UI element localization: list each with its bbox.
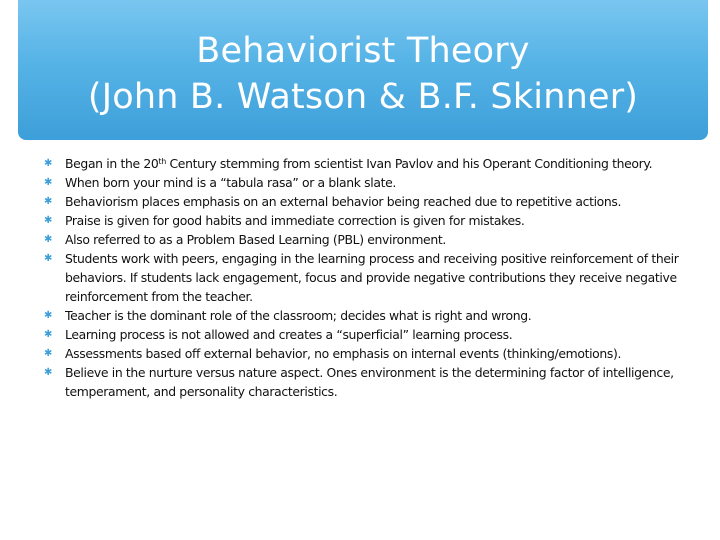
asterisk-bullet-icon: ✱ [44,158,53,169]
bullet-item [44,173,684,192]
bullet-text: Teacher is the dominant role of the classroom; decides what is right and wrong. [65,308,532,323]
bullet-text: Assessments based off external behavior, no emphasis on internal events (thinking/emotions). [65,346,622,361]
bullet-text: When born your mind is a “tabula rasa” or a blank slate. [65,175,396,190]
bullet-item [44,211,684,230]
asterisk-bullet-icon: ✱ [44,310,53,321]
bullet-item [44,344,684,363]
asterisk-bullet-icon: ✱ [44,253,53,264]
slide-title-line-2: (John B. Watson & B.F. Skinner) [87,77,639,117]
bullet-text: Also referred to as a Problem Based Learning (PBL) environment. [65,232,446,247]
title-banner [18,0,708,140]
bullet-item [44,363,684,401]
asterisk-bullet-icon: ✱ [44,367,53,378]
ordinal-superscript: th [158,157,166,166]
bullet-text: Behaviorism places emphasis on an external behavior being reached due to repetitive actions. [65,194,622,209]
bullet-text-suffix: Century stemming from scientist Ivan Pavlov and his Operant Conditioning theory. [165,156,653,171]
bullet-item [44,249,684,306]
asterisk-bullet-icon: ✱ [44,348,53,359]
bullet-list [44,154,684,401]
bullet-item [44,192,684,211]
bullet-text: Praise is given for good habits and immediate correction is given for mistakes. [65,213,525,228]
asterisk-bullet-icon: ✱ [44,196,53,207]
slide-body [44,154,684,401]
slide-title-line-1: Behaviorist Theory [196,31,530,71]
bullet-text: Students work with peers, engaging in the learning process and receiving positive reinforcement of their behaviors. If students lack engagement, focus and provide negative contributions they receive negative reinforcement from the teacher. [65,251,679,304]
asterisk-bullet-icon: ✱ [44,234,53,245]
bullet-text: Believe in the nurture versus nature aspect. Ones environment is the determining factor of intelligence, temperament, and personality characteristics. [65,365,674,399]
slide-title [18,28,708,120]
asterisk-bullet-icon: ✱ [44,177,53,188]
bullet-item [44,230,684,249]
bullet-text: Learning process is not allowed and creates a “superficial” learning process. [65,327,513,342]
bullet-item [44,325,684,344]
bullet-item [44,154,684,173]
asterisk-bullet-icon: ✱ [44,329,53,340]
bullet-item [44,306,684,325]
asterisk-bullet-icon: ✱ [44,215,53,226]
bullet-text-prefix: Began in the 20 [65,156,159,171]
